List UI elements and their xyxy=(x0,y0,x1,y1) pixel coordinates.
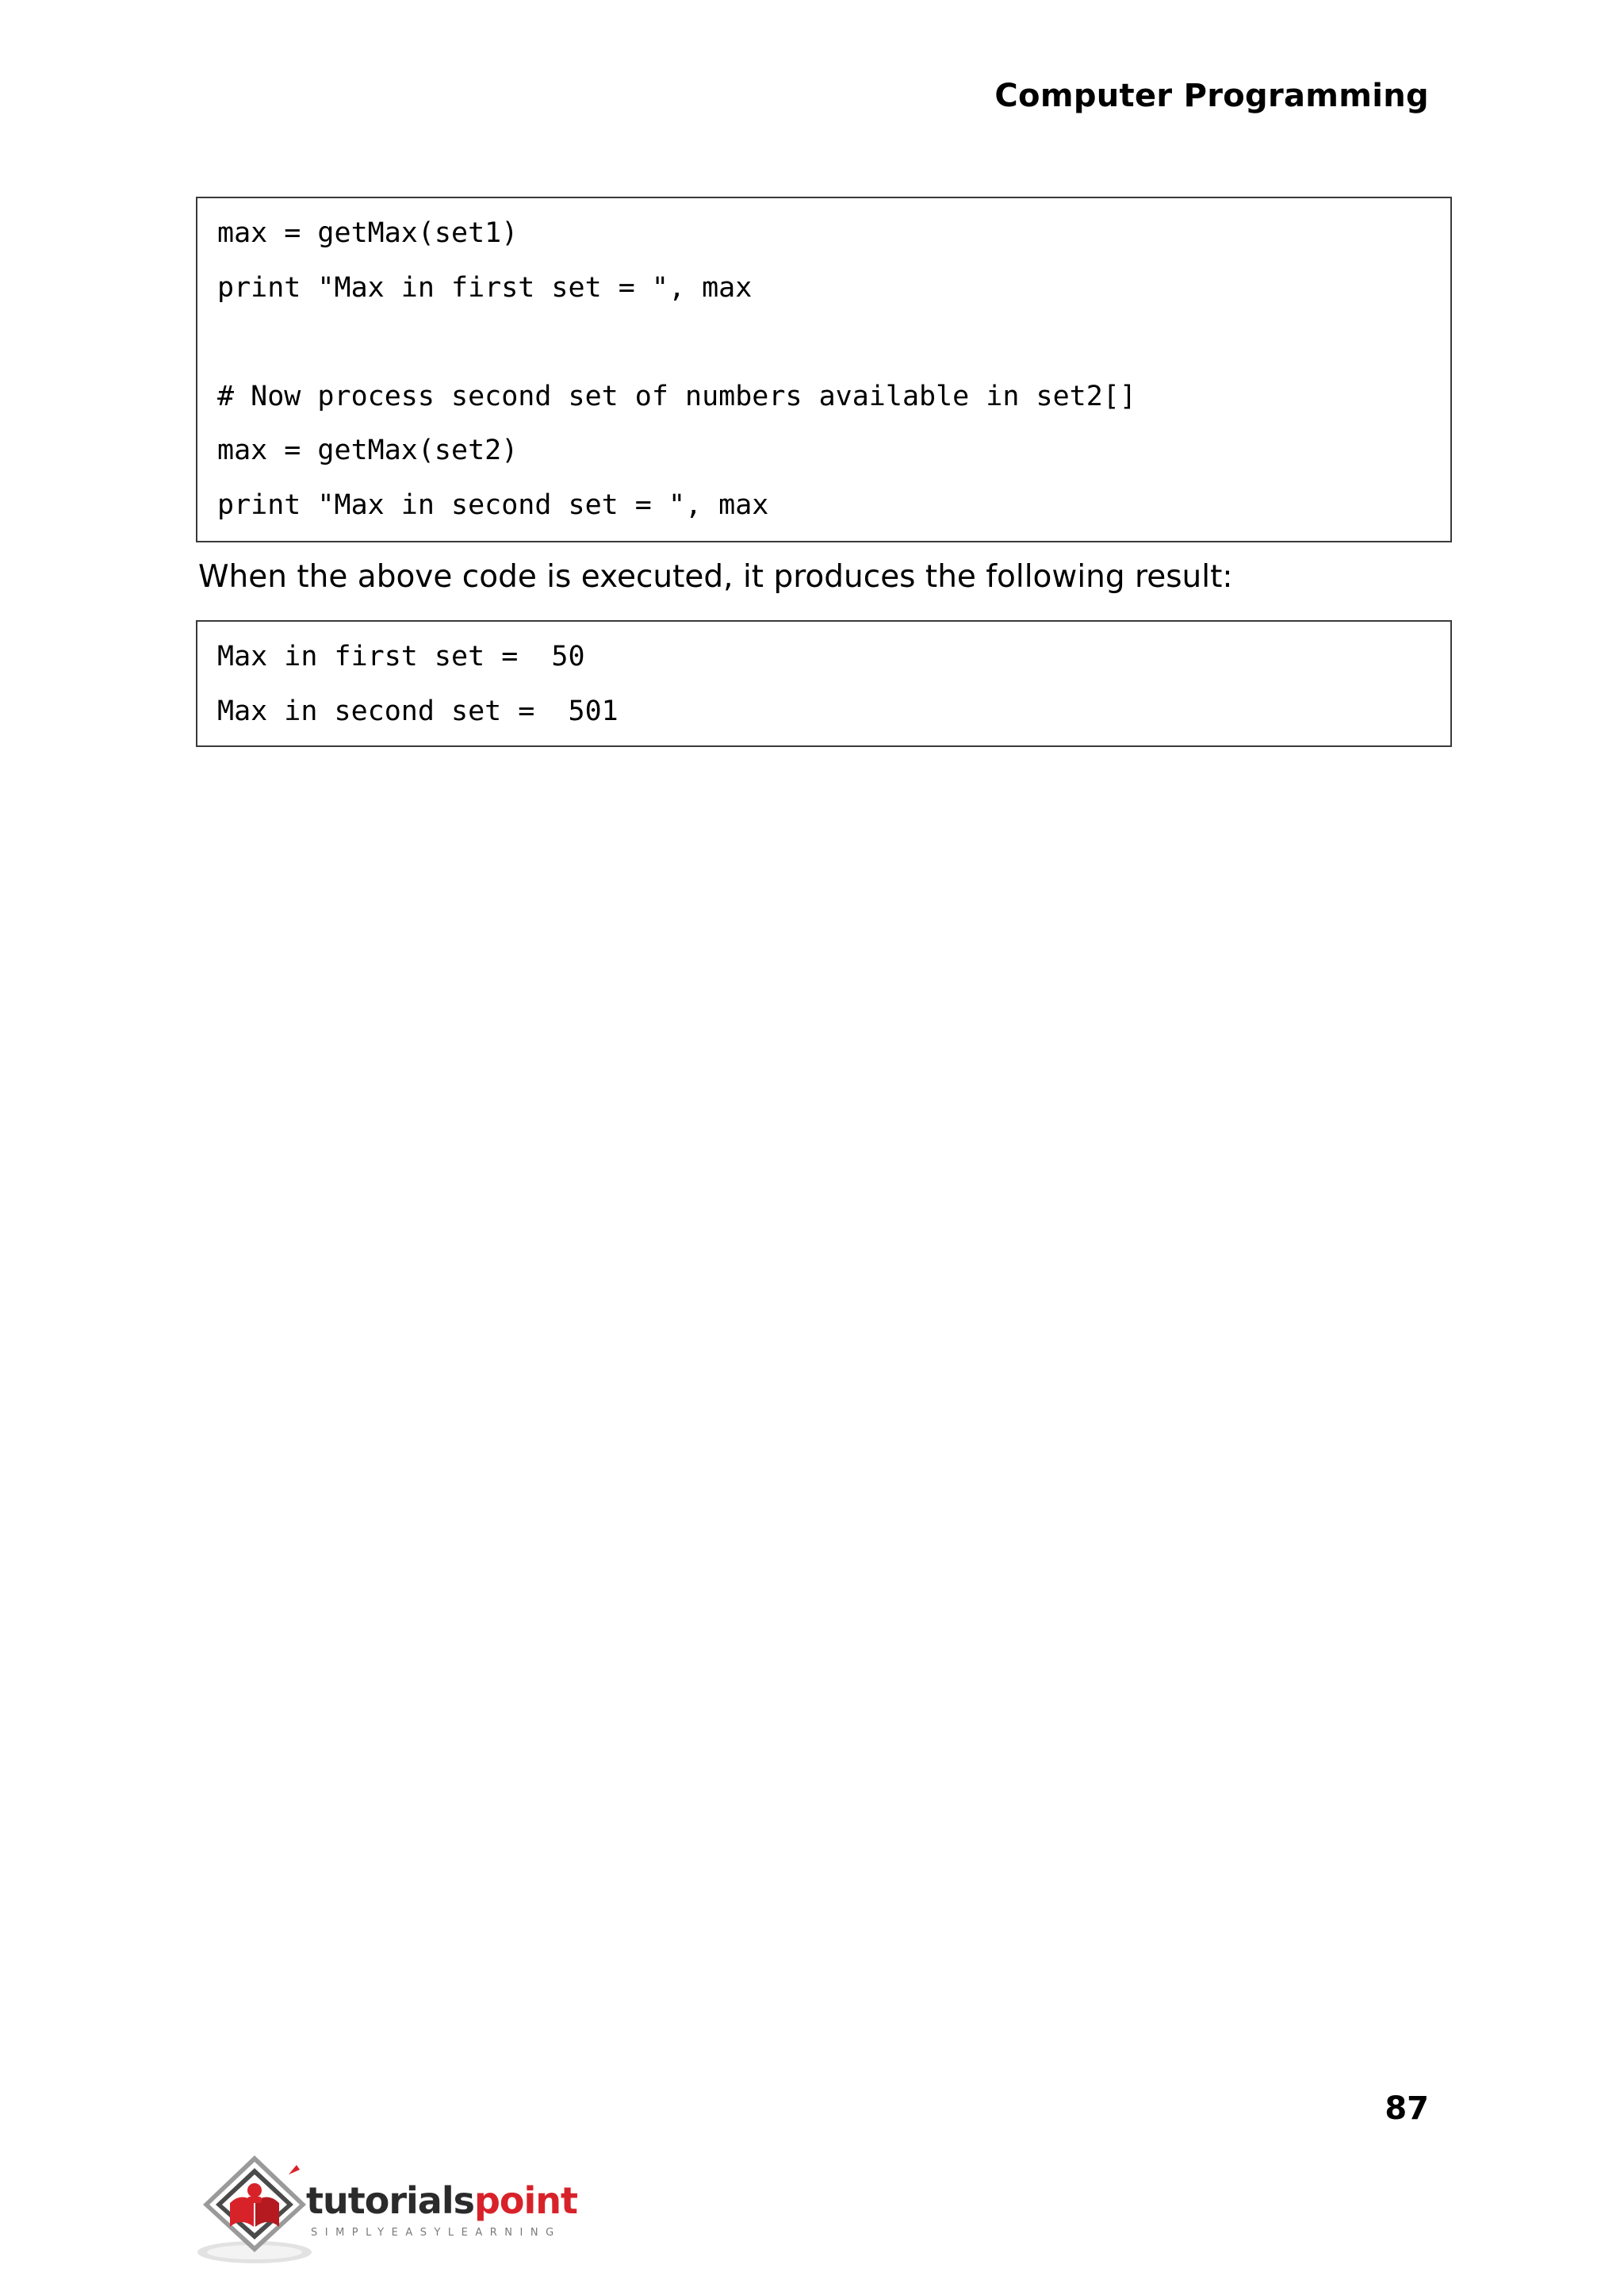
code-line: print "Max in first set = ", max xyxy=(217,271,753,304)
output-block xyxy=(196,620,1452,747)
code-line: max = getMax(set2) xyxy=(217,435,519,466)
logo-wordmark xyxy=(306,2179,577,2222)
output-line: Max in second set = 501 xyxy=(217,695,619,727)
logo-word-point: point xyxy=(473,2179,578,2222)
logo-word-tutorials: tutorials xyxy=(306,2179,474,2222)
code-block xyxy=(196,197,1452,542)
tutorialspoint-logo xyxy=(195,2151,592,2270)
code-line-blank xyxy=(217,324,1450,379)
code-line: print "Max in second set = ", max xyxy=(217,489,769,521)
code-line: max = getMax(set1) xyxy=(217,217,519,249)
page-number: 87 xyxy=(1385,2090,1429,2127)
code-comment-line: # Now process second set of numbers available in set2[] xyxy=(217,380,1136,412)
output-line: Max in first set = 50 xyxy=(217,641,585,672)
tutorialspoint-logo-icon xyxy=(195,2151,314,2270)
logo-tagline: SIMPLYEASYLEARNING xyxy=(311,2227,561,2239)
body-paragraph: When the above code is executed, it produces the following result: xyxy=(198,559,1233,595)
page-header-title: Computer Programming xyxy=(994,78,1429,114)
